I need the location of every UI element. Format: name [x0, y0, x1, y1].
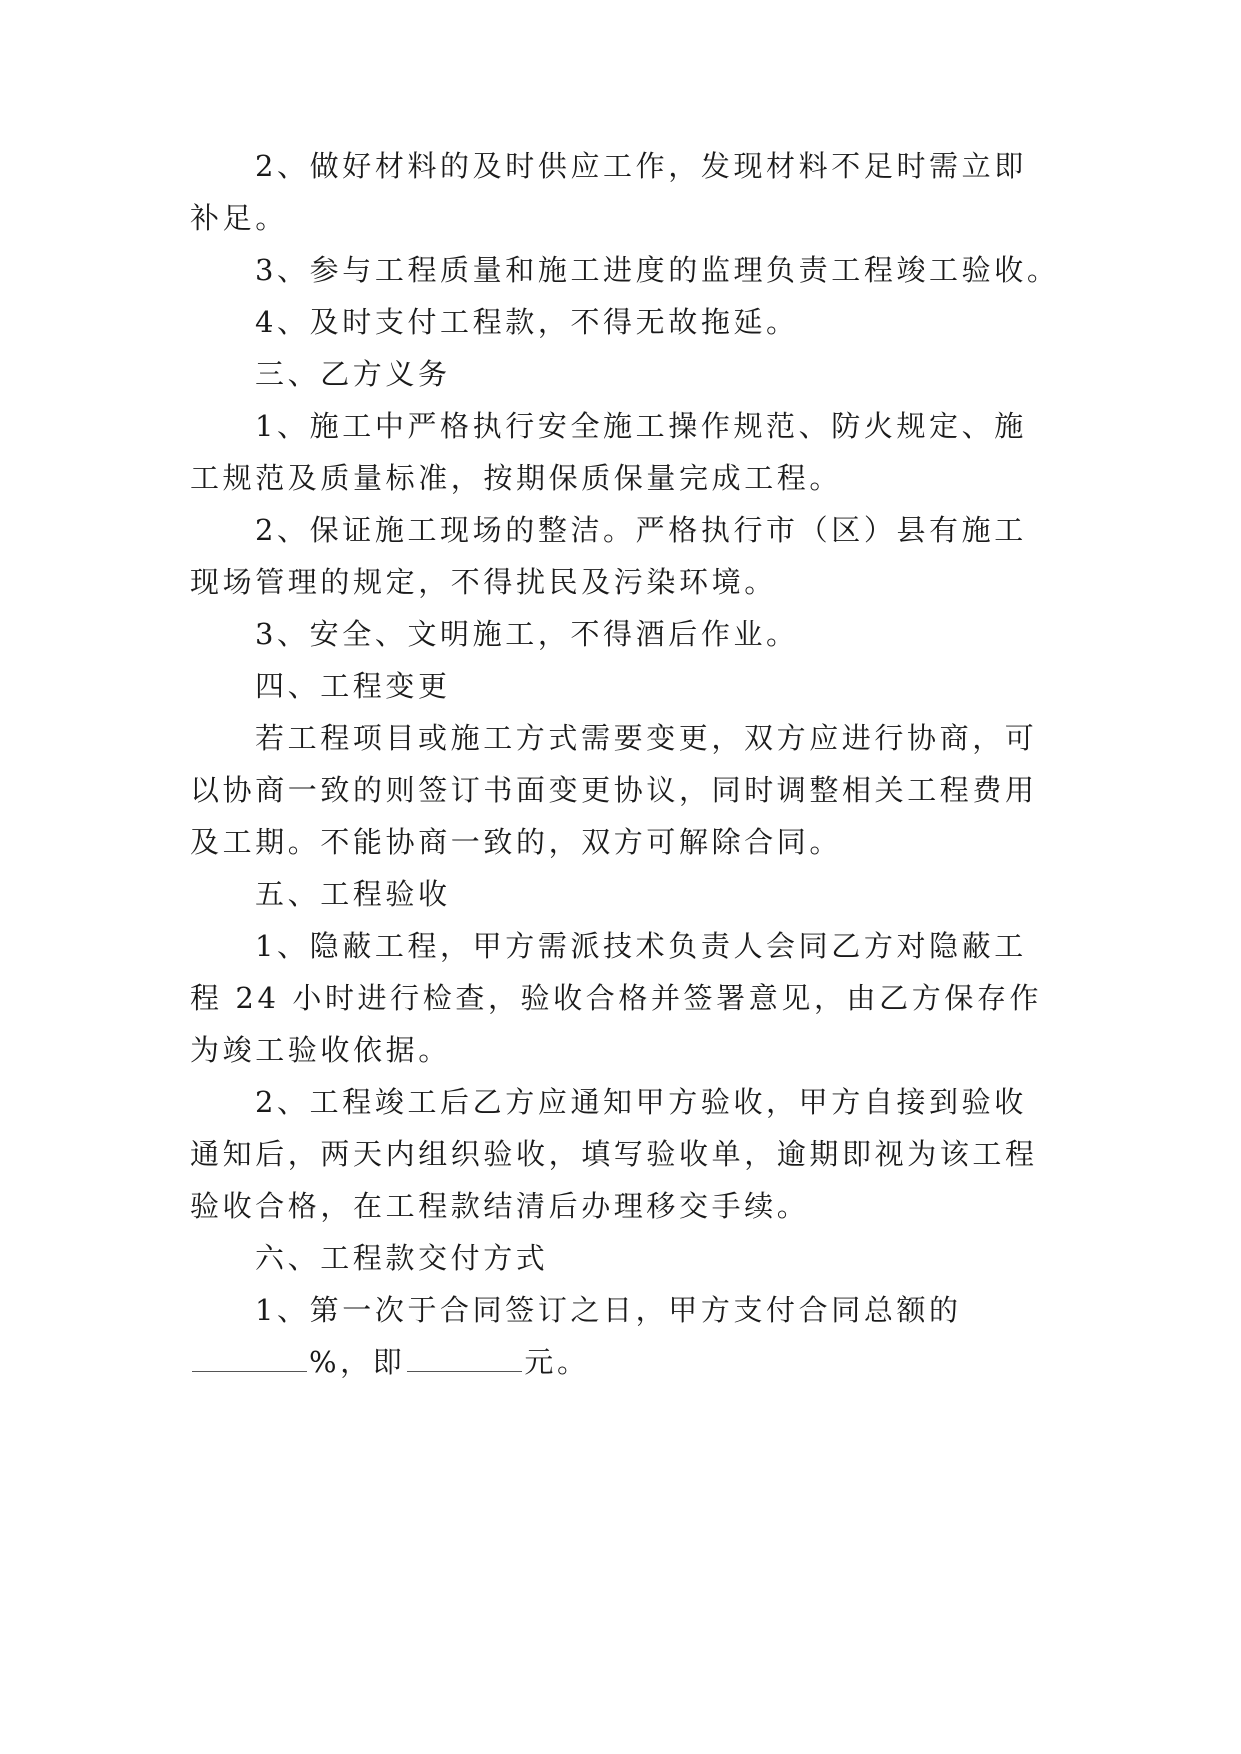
section-heading: 三、乙方义务: [255, 357, 451, 391]
body-line: 为竣工验收依据。: [190, 1033, 451, 1067]
body-line: 2、工程竣工后乙方应通知甲方验收，甲方自接到验收: [255, 1085, 1027, 1119]
body-line: 补足。: [190, 201, 288, 235]
body-line: 若工程项目或施工方式需要变更，双方应进行协商，可: [255, 721, 1038, 755]
section-heading: 四、工程变更: [255, 669, 451, 703]
body-line: 1、第一次于合同签订之日，甲方支付合同总额的: [255, 1293, 962, 1327]
body-line: 2、保证施工现场的整洁。严格执行市（区）县有施工: [255, 513, 1027, 547]
body-line: 工规范及质量标准，按期保质保量完成工程。: [190, 461, 843, 495]
body-line: 1、隐蔽工程，甲方需派技术负责人会同乙方对隐蔽工: [255, 929, 1027, 963]
body-line: 3、安全、文明施工，不得酒后作业。: [255, 617, 799, 651]
payment-fill-line: [190, 1345, 1070, 1379]
body-line: 以协商一致的则签订书面变更协议，同时调整相关工程费用: [190, 773, 1038, 807]
percent-blank[interactable]: [192, 1349, 307, 1372]
body-line: 3、参与工程质量和施工进度的监理负责工程竣工验收。: [255, 253, 1060, 287]
body-line: 验收合格，在工程款结清后办理移交手续。: [190, 1189, 810, 1223]
percent-suffix: %，即: [309, 1345, 406, 1379]
body-line: 程 24 小时进行检查，验收合格并签署意见，由乙方保存作: [190, 981, 1043, 1015]
body-line: 通知后，两天内组织验收，填写验收单，逾期即视为该工程: [190, 1137, 1038, 1171]
body-line: 1、施工中严格执行安全施工操作规范、防火规定、施: [255, 409, 1027, 443]
section-heading: 五、工程验收: [255, 877, 451, 911]
yuan-suffix: 元。: [524, 1345, 590, 1379]
body-line: 现场管理的规定，不得扰民及污染环境。: [190, 565, 777, 599]
body-line: 4、及时支付工程款，不得无故拖延。: [255, 305, 799, 339]
amount-blank[interactable]: [407, 1349, 522, 1372]
section-heading: 六、工程款交付方式: [255, 1241, 549, 1275]
body-line: 2、做好材料的及时供应工作，发现材料不足时需立即: [255, 149, 1027, 183]
body-line: 及工期。不能协商一致的，双方可解除合同。: [190, 825, 843, 859]
